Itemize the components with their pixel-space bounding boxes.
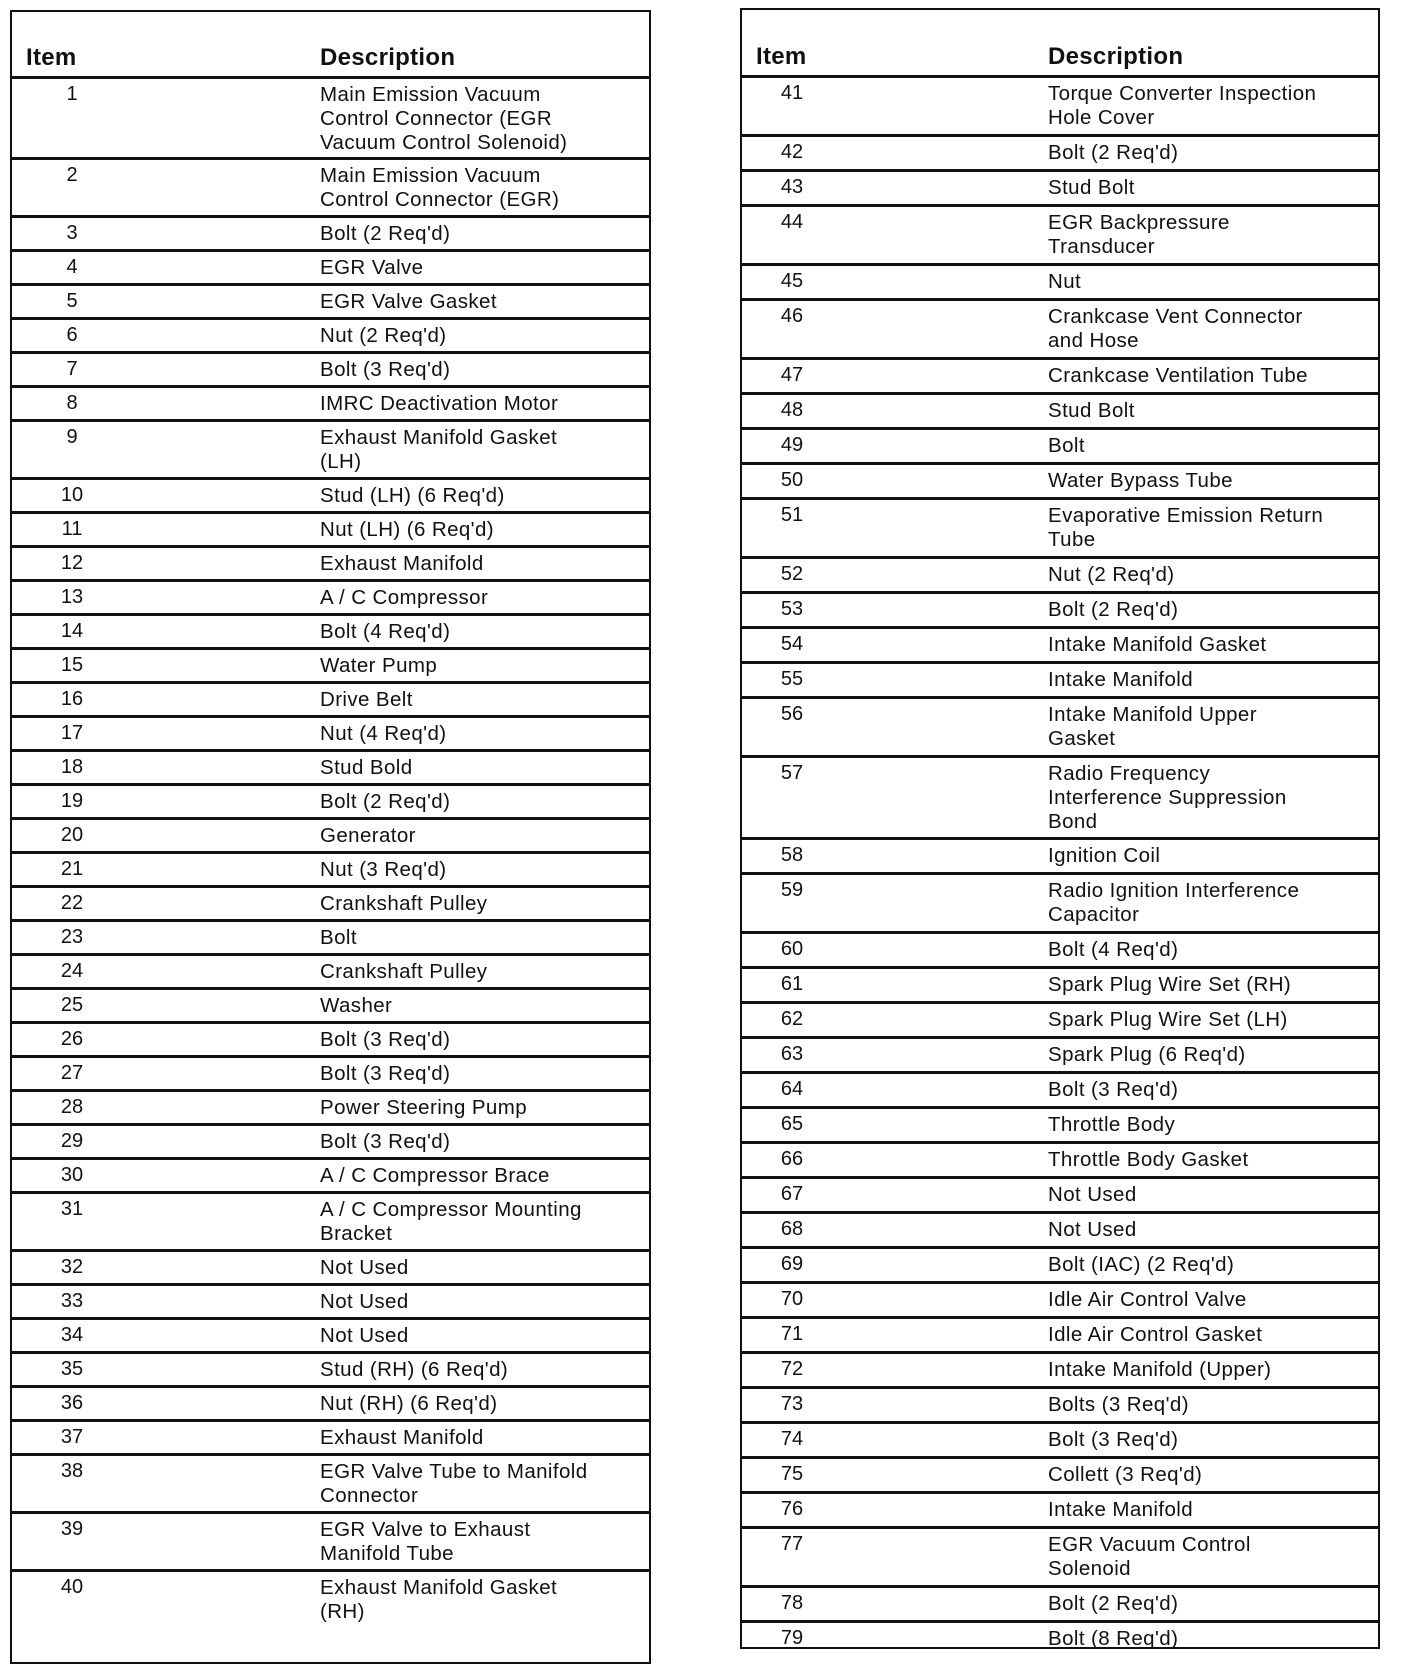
item-number: 12 xyxy=(60,552,84,574)
item-description: Bolt xyxy=(1048,434,1085,457)
table-row xyxy=(742,758,1378,840)
item-description: Spark Plug Wire Set (RH) xyxy=(1048,973,1292,996)
item-description: Bolt (2 Req'd) xyxy=(1048,598,1179,621)
item-number: 48 xyxy=(780,399,804,421)
item-number: 14 xyxy=(60,620,84,642)
item-description: Idle Air Control Gasket xyxy=(1048,1323,1263,1346)
table-row xyxy=(12,422,649,480)
table-row xyxy=(12,1514,649,1572)
table-row xyxy=(12,514,649,548)
table-row xyxy=(12,1126,649,1160)
item-description: Bolt (2 Req'd) xyxy=(320,790,451,813)
item-number: 60 xyxy=(780,938,804,960)
item-number: 4 xyxy=(66,256,78,278)
item-number: 34 xyxy=(60,1324,84,1346)
table-row xyxy=(12,1092,649,1126)
table-row xyxy=(12,582,649,616)
table-row xyxy=(742,78,1378,137)
item-number: 30 xyxy=(60,1164,84,1186)
item-number: 18 xyxy=(60,756,84,778)
table-row xyxy=(12,252,649,286)
item-number: 20 xyxy=(60,824,84,846)
table-row xyxy=(12,1160,649,1194)
item-number: 75 xyxy=(780,1463,804,1485)
table-row xyxy=(12,786,649,820)
table-row xyxy=(742,360,1378,395)
table-row xyxy=(12,320,649,354)
item-number: 33 xyxy=(60,1290,84,1312)
item-description: Nut (2 Req'd) xyxy=(320,324,447,347)
table-row xyxy=(12,480,649,514)
item-number: 38 xyxy=(60,1460,84,1482)
item-description: Evaporative Emission Return Tube xyxy=(1048,504,1324,551)
item-description: Bolt (4 Req'd) xyxy=(320,620,451,643)
item-description: Stud Bolt xyxy=(1048,176,1135,199)
item-number: 49 xyxy=(780,434,804,456)
table-row xyxy=(742,1424,1378,1459)
table-row xyxy=(742,629,1378,664)
item-description: Bolt (8 Req'd) xyxy=(1048,1627,1179,1650)
table-row xyxy=(742,1109,1378,1144)
item-description: Generator xyxy=(320,824,416,847)
item-description: Not Used xyxy=(320,1290,409,1313)
table-row xyxy=(12,1194,649,1252)
table-row xyxy=(742,430,1378,465)
item-number: 25 xyxy=(60,994,84,1016)
table-row xyxy=(12,79,649,160)
item-number: 3 xyxy=(66,222,78,244)
table-row xyxy=(742,137,1378,172)
item-description: Bolt (3 Req'd) xyxy=(320,1028,451,1051)
item-number: 74 xyxy=(780,1428,804,1450)
item-number: 73 xyxy=(780,1393,804,1415)
item-number: 10 xyxy=(60,484,84,506)
item-column-header: Item xyxy=(26,44,77,71)
parts-table-right xyxy=(740,8,1380,1649)
table-row xyxy=(742,1214,1378,1249)
item-description: EGR Valve Gasket xyxy=(320,290,497,313)
item-description: Nut (RH) (6 Req'd) xyxy=(320,1392,498,1415)
table-row xyxy=(12,1320,649,1354)
table-row xyxy=(742,500,1378,559)
table-row xyxy=(12,1456,649,1514)
item-description: Collett (3 Req'd) xyxy=(1048,1463,1203,1486)
item-number: 50 xyxy=(780,469,804,491)
table-row xyxy=(12,1252,649,1286)
item-description: EGR Valve xyxy=(320,256,424,279)
item-description: Exhaust Manifold xyxy=(320,1426,484,1449)
item-description: Throttle Body Gasket xyxy=(1048,1148,1249,1171)
item-number: 16 xyxy=(60,688,84,710)
item-number: 35 xyxy=(60,1358,84,1380)
item-description: Washer xyxy=(320,994,393,1017)
item-description: Bolt (2 Req'd) xyxy=(1048,141,1179,164)
table-row xyxy=(742,559,1378,594)
item-description: A / C Compressor Brace xyxy=(320,1164,550,1187)
table-body xyxy=(742,78,1378,1658)
table-row xyxy=(742,1588,1378,1623)
item-description: Crankcase Vent Connector and Hose xyxy=(1048,305,1303,352)
item-description: Stud Bold xyxy=(320,756,413,779)
table-row xyxy=(742,664,1378,699)
item-description: Bolt (2 Req'd) xyxy=(1048,1592,1179,1615)
item-number: 45 xyxy=(780,270,804,292)
item-number: 44 xyxy=(780,211,804,233)
item-number: 66 xyxy=(780,1148,804,1170)
item-description: Intake Manifold Upper Gasket xyxy=(1048,703,1257,750)
item-description: IMRC Deactivation Motor xyxy=(320,392,559,415)
table-row xyxy=(742,699,1378,758)
table-row xyxy=(12,1024,649,1058)
item-number: 13 xyxy=(60,586,84,608)
table-row xyxy=(742,1284,1378,1319)
item-number: 69 xyxy=(780,1253,804,1275)
item-description: Exhaust Manifold xyxy=(320,552,484,575)
item-number: 31 xyxy=(60,1198,84,1220)
item-description: Water Pump xyxy=(320,654,438,677)
table-row xyxy=(742,266,1378,301)
table-row xyxy=(12,218,649,252)
table-row xyxy=(12,922,649,956)
item-number: 68 xyxy=(780,1218,804,1240)
description-column-header: Description xyxy=(1048,43,1184,70)
item-description: EGR Valve to Exhaust Manifold Tube xyxy=(320,1518,531,1565)
item-description: Nut xyxy=(1048,270,1082,293)
item-description: Intake Manifold (Upper) xyxy=(1048,1358,1272,1381)
table-row xyxy=(742,1389,1378,1424)
item-description: Stud (LH) (6 Req'd) xyxy=(320,484,505,507)
table-row xyxy=(742,1249,1378,1284)
item-description: Power Steering Pump xyxy=(320,1096,528,1119)
item-description: EGR Vacuum Control Solenoid xyxy=(1048,1533,1251,1580)
table-row xyxy=(742,172,1378,207)
item-number: 37 xyxy=(60,1426,84,1448)
item-description: Throttle Body xyxy=(1048,1113,1176,1136)
table-row xyxy=(12,1388,649,1422)
item-number: 23 xyxy=(60,926,84,948)
item-description: Bolt (3 Req'd) xyxy=(320,1130,451,1153)
item-number: 59 xyxy=(780,879,804,901)
item-description: Radio Frequency Interference Suppression Bond xyxy=(1048,762,1287,833)
table-row xyxy=(12,684,649,718)
item-number: 27 xyxy=(60,1062,84,1084)
item-description: A / C Compressor xyxy=(320,586,489,609)
item-description: Crankcase Ventilation Tube xyxy=(1048,364,1308,387)
item-number: 58 xyxy=(780,844,804,866)
item-number: 26 xyxy=(60,1028,84,1050)
table-row xyxy=(12,990,649,1024)
item-number: 77 xyxy=(780,1533,804,1555)
item-description: Bolt (3 Req'd) xyxy=(320,358,451,381)
item-number: 9 xyxy=(66,426,78,448)
item-description: Bolt xyxy=(320,926,357,949)
item-number: 39 xyxy=(60,1518,84,1540)
item-number: 78 xyxy=(780,1592,804,1614)
table-row xyxy=(742,934,1378,969)
item-number: 61 xyxy=(780,973,804,995)
table-row xyxy=(742,1494,1378,1529)
table-row xyxy=(12,616,649,650)
item-number: 79 xyxy=(780,1627,804,1649)
item-number: 8 xyxy=(66,392,78,414)
item-number: 6 xyxy=(66,324,78,346)
table-row xyxy=(742,1039,1378,1074)
item-number: 36 xyxy=(60,1392,84,1414)
item-number: 65 xyxy=(780,1113,804,1135)
item-description: Torque Converter Inspection Hole Cover xyxy=(1048,82,1317,129)
item-description: EGR Valve Tube to Manifold Connector xyxy=(320,1460,588,1507)
table-row xyxy=(12,888,649,922)
item-number: 63 xyxy=(780,1043,804,1065)
item-number: 1 xyxy=(66,83,78,105)
table-row xyxy=(12,820,649,854)
item-number: 17 xyxy=(60,722,84,744)
item-number: 56 xyxy=(780,703,804,725)
item-description: Bolts (3 Req'd) xyxy=(1048,1393,1189,1416)
item-number: 5 xyxy=(66,290,78,312)
item-number: 32 xyxy=(60,1256,84,1278)
item-description: Not Used xyxy=(1048,1218,1137,1241)
item-number: 67 xyxy=(780,1183,804,1205)
item-number: 71 xyxy=(780,1323,804,1345)
table-row xyxy=(12,1422,649,1456)
item-number: 55 xyxy=(780,668,804,690)
item-number: 51 xyxy=(780,504,804,526)
table-header xyxy=(12,12,649,79)
item-description: Nut (2 Req'd) xyxy=(1048,563,1175,586)
table-header xyxy=(742,10,1378,78)
item-description: Not Used xyxy=(1048,1183,1137,1206)
table-row xyxy=(742,301,1378,360)
table-row xyxy=(12,388,649,422)
item-number: 70 xyxy=(780,1288,804,1310)
table-row xyxy=(742,594,1378,629)
item-description: Water Bypass Tube xyxy=(1048,469,1233,492)
table-row xyxy=(12,354,649,388)
table-row xyxy=(742,1004,1378,1039)
item-description: Bolt (IAC) (2 Req'd) xyxy=(1048,1253,1235,1276)
item-description: Crankshaft Pulley xyxy=(320,892,488,915)
item-number: 52 xyxy=(780,563,804,585)
table-row xyxy=(12,854,649,888)
table-row xyxy=(12,1058,649,1092)
item-description: Drive Belt xyxy=(320,688,413,711)
item-number: 53 xyxy=(780,598,804,620)
item-number: 40 xyxy=(60,1576,84,1598)
item-description: EGR Backpressure Transducer xyxy=(1048,211,1230,258)
table-row xyxy=(742,465,1378,500)
table-row xyxy=(12,752,649,786)
item-number: 72 xyxy=(780,1358,804,1380)
table-row xyxy=(12,1286,649,1320)
table-row xyxy=(742,1459,1378,1494)
table-row xyxy=(12,160,649,218)
item-description: Not Used xyxy=(320,1256,409,1279)
table-row xyxy=(742,875,1378,934)
item-description: Bolt (3 Req'd) xyxy=(320,1062,451,1085)
item-description: Intake Manifold Gasket xyxy=(1048,633,1267,656)
item-number: 46 xyxy=(780,305,804,327)
item-number: 57 xyxy=(780,762,804,784)
item-description: Exhaust Manifold Gasket (LH) xyxy=(320,426,558,473)
item-number: 47 xyxy=(780,364,804,386)
item-description: Bolt (3 Req'd) xyxy=(1048,1078,1179,1101)
table-row xyxy=(12,650,649,684)
item-description: Bolt (4 Req'd) xyxy=(1048,938,1179,961)
item-description: A / C Compressor Mounting Bracket xyxy=(320,1198,582,1245)
item-description: Nut (3 Req'd) xyxy=(320,858,447,881)
item-number: 11 xyxy=(61,518,83,540)
item-number: 28 xyxy=(60,1096,84,1118)
item-description: Stud (RH) (6 Req'd) xyxy=(320,1358,509,1381)
item-description: Exhaust Manifold Gasket (RH) xyxy=(320,1576,558,1623)
table-row xyxy=(742,1179,1378,1214)
item-description: Main Emission Vacuum Control Connector (EGR Vacuum Control Solenoid) xyxy=(320,83,568,154)
item-number: 54 xyxy=(780,633,804,655)
table-body xyxy=(12,79,649,1630)
table-row xyxy=(742,1354,1378,1389)
item-number: 42 xyxy=(780,141,804,163)
item-description: Main Emission Vacuum Control Connector (EGR) xyxy=(320,164,560,211)
table-row xyxy=(742,1623,1378,1658)
item-description: Idle Air Control Valve xyxy=(1048,1288,1247,1311)
item-description: Bolt (3 Req'd) xyxy=(1048,1428,1179,1451)
item-number: 76 xyxy=(780,1498,804,1520)
table-row xyxy=(12,286,649,320)
description-column-header: Description xyxy=(320,44,456,71)
item-number: 41 xyxy=(780,82,804,104)
table-row xyxy=(742,1074,1378,1109)
table-row xyxy=(742,969,1378,1004)
item-column-header: Item xyxy=(756,43,807,70)
item-description: Crankshaft Pulley xyxy=(320,960,488,983)
item-number: 64 xyxy=(780,1078,804,1100)
table-row xyxy=(742,207,1378,266)
item-number: 19 xyxy=(60,790,84,812)
item-description: Stud Bolt xyxy=(1048,399,1135,422)
item-description: Not Used xyxy=(320,1324,409,1347)
item-description: Ignition Coil xyxy=(1048,844,1161,867)
table-row xyxy=(742,395,1378,430)
item-number: 21 xyxy=(60,858,84,880)
table-row xyxy=(12,1572,649,1630)
item-number: 43 xyxy=(780,176,804,198)
item-description: Intake Manifold xyxy=(1048,1498,1194,1521)
table-row xyxy=(742,1319,1378,1354)
item-description: Spark Plug (6 Req'd) xyxy=(1048,1043,1246,1066)
item-number: 7 xyxy=(66,358,78,380)
table-row xyxy=(742,1144,1378,1179)
item-number: 2 xyxy=(66,164,78,186)
item-description: Spark Plug Wire Set (LH) xyxy=(1048,1008,1288,1031)
item-description: Bolt (2 Req'd) xyxy=(320,222,451,245)
item-number: 15 xyxy=(60,654,84,676)
item-number: 29 xyxy=(60,1130,84,1152)
table-row xyxy=(742,1529,1378,1588)
item-description: Nut (LH) (6 Req'd) xyxy=(320,518,495,541)
table-row xyxy=(12,1354,649,1388)
item-number: 24 xyxy=(60,960,84,982)
item-description: Radio Ignition Interference Capacitor xyxy=(1048,879,1300,926)
table-row xyxy=(12,956,649,990)
item-number: 22 xyxy=(60,892,84,914)
parts-table-left xyxy=(10,10,651,1664)
item-description: Intake Manifold xyxy=(1048,668,1194,691)
item-number: 62 xyxy=(780,1008,804,1030)
table-row xyxy=(12,718,649,752)
item-description: Nut (4 Req'd) xyxy=(320,722,447,745)
table-row xyxy=(12,548,649,582)
table-row xyxy=(742,840,1378,875)
